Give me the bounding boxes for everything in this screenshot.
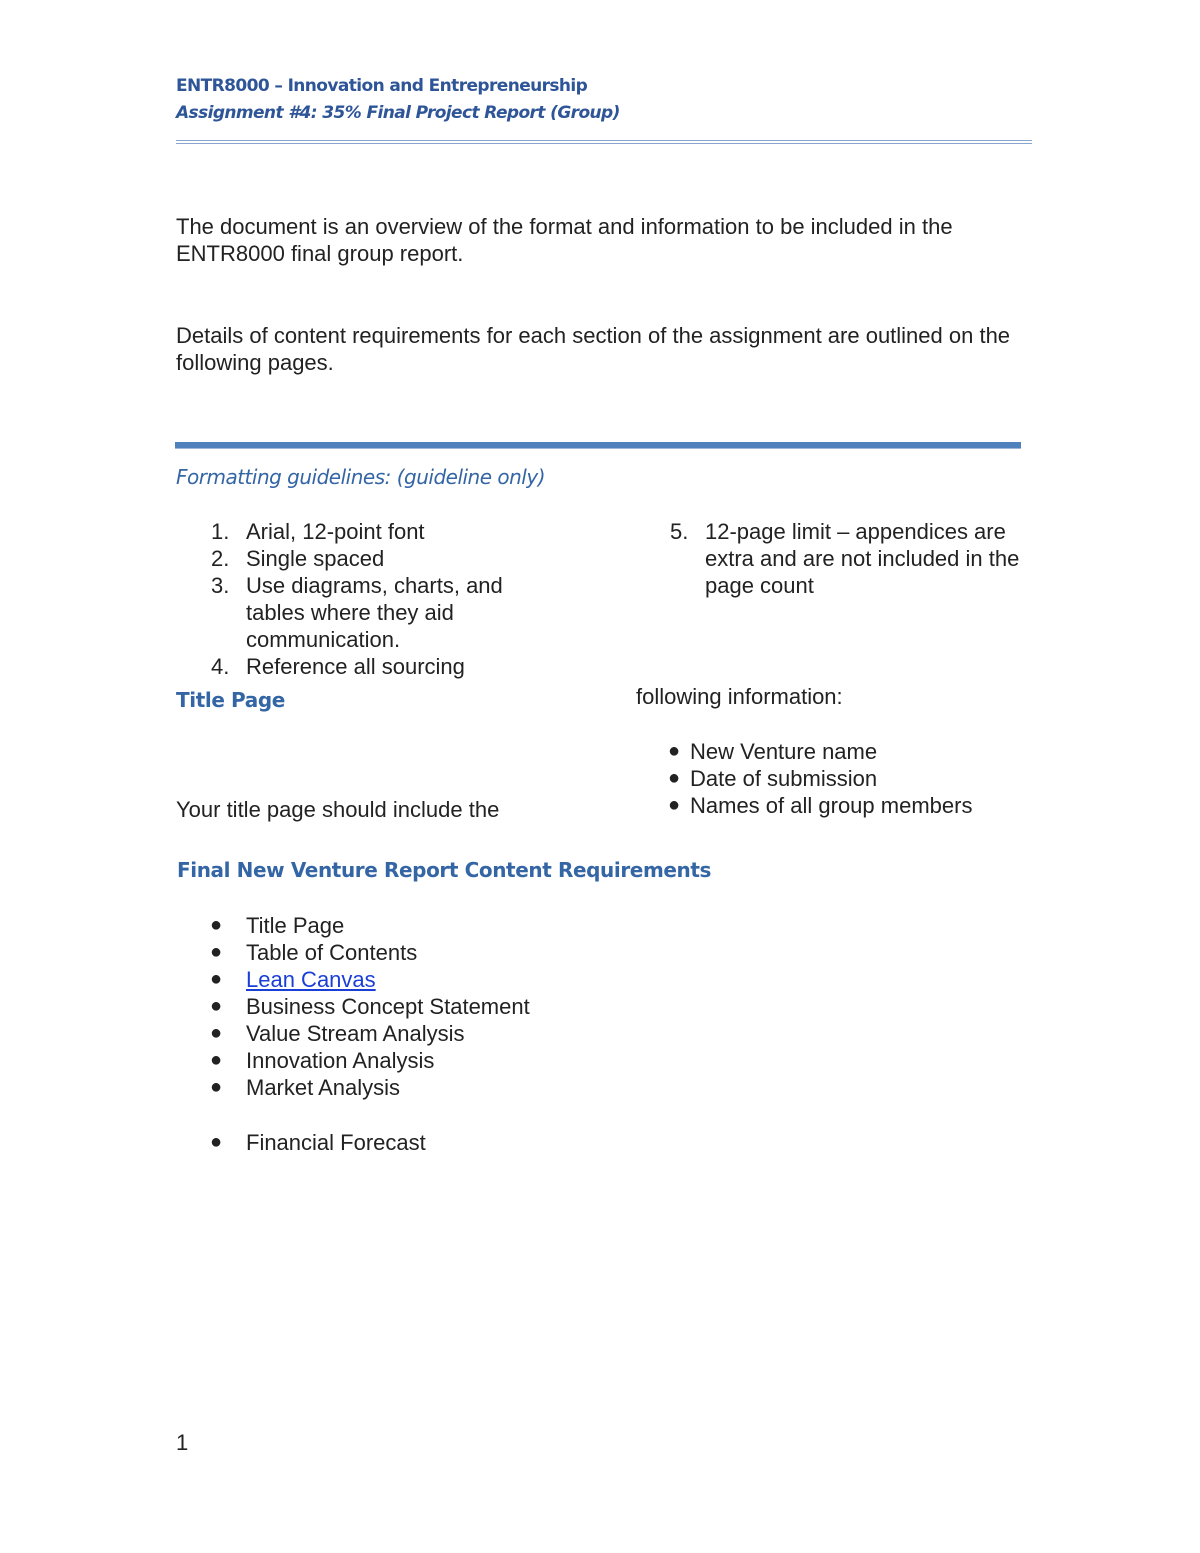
- page-number: 1: [176, 1430, 189, 1455]
- list-text: Innovation Analysis: [246, 1048, 435, 1073]
- list-number: 1.: [211, 519, 230, 544]
- list-text: Date of submission: [690, 766, 878, 791]
- list-text: Arial, 12-point font: [246, 519, 425, 544]
- list-item: [176, 993, 676, 1020]
- assignment-title: Assignment #4: 35% Final Project Report (Group): [176, 103, 620, 123]
- list-text: Single spaced: [246, 546, 385, 571]
- bullet-icon: ●: [210, 941, 223, 963]
- lean-canvas-link[interactable]: Lean Canvas: [246, 967, 376, 992]
- bullet-icon: ●: [668, 767, 681, 789]
- course-title: ENTR8000 – Innovation and Entrepreneurship: [176, 76, 588, 96]
- list-text: New Venture name: [690, 739, 878, 764]
- list-item: [176, 1020, 676, 1047]
- title-page-list: [668, 738, 1028, 819]
- list-item: [635, 518, 1025, 599]
- list-item: [668, 738, 1028, 765]
- content-requirements-list: [176, 912, 676, 1156]
- intro-paragraph-2: Details of content requirements for each section of the assignment are outlined on the following pages.: [176, 323, 1011, 375]
- list-item: [176, 545, 556, 572]
- list-item: [668, 792, 1028, 819]
- list-text: Value Stream Analysis: [246, 1021, 465, 1046]
- list-text: Table of Contents: [246, 940, 418, 965]
- list-number: 4.: [211, 654, 230, 679]
- list-item: [176, 518, 556, 545]
- list-item: [176, 1047, 676, 1074]
- list-number: 5.: [670, 519, 689, 544]
- header-rule: [176, 140, 1032, 144]
- section-divider: [175, 442, 1021, 449]
- list-item: [176, 912, 676, 939]
- bullet-icon: ●: [210, 968, 223, 990]
- list-text: Names of all group members: [690, 793, 973, 818]
- bullet-icon: ●: [210, 995, 223, 1017]
- list-number: 2.: [211, 546, 230, 571]
- list-text: Market Analysis: [246, 1075, 401, 1100]
- list-item: [176, 939, 676, 966]
- title-page-text-right: following information:: [636, 684, 843, 709]
- formatting-heading: Formatting guidelines: (guideline only): [176, 465, 545, 489]
- list-text: 12-page limit – appendices are extra and are not included in the page count: [705, 519, 1020, 598]
- list-text: Title Page: [246, 913, 345, 938]
- title-page-text-left: Your title page should include the: [176, 797, 500, 822]
- list-item: [176, 572, 546, 653]
- list-number: 3.: [211, 573, 230, 598]
- bullet-icon: ●: [210, 1022, 223, 1044]
- list-item: [176, 966, 676, 993]
- list-item: [176, 653, 556, 680]
- bullet-icon: ●: [210, 914, 223, 936]
- list-item: [176, 1074, 676, 1101]
- list-text: Business Concept Statement: [246, 994, 530, 1019]
- content-requirements-heading: Final New Venture Report Content Requirements: [177, 858, 712, 882]
- intro-paragraph-1: The document is an overview of the format and information to be included in the ENTR8000 final group report.: [176, 214, 953, 266]
- bullet-icon: ●: [210, 1076, 223, 1098]
- formatting-list-left: [176, 518, 556, 680]
- bullet-icon: ●: [210, 1131, 223, 1153]
- list-text: Use diagrams, charts, and tables where they aid communication.: [246, 573, 503, 652]
- list-item: [176, 1129, 676, 1156]
- bullet-icon: ●: [210, 1049, 223, 1071]
- list-item: [668, 765, 1028, 792]
- formatting-list-right: [635, 518, 1025, 599]
- bullet-icon: ●: [668, 794, 681, 816]
- list-text: Reference all sourcing: [246, 654, 465, 679]
- list-text: Financial Forecast: [246, 1130, 426, 1155]
- title-page-heading: Title Page: [176, 688, 285, 712]
- bullet-icon: ●: [668, 740, 681, 762]
